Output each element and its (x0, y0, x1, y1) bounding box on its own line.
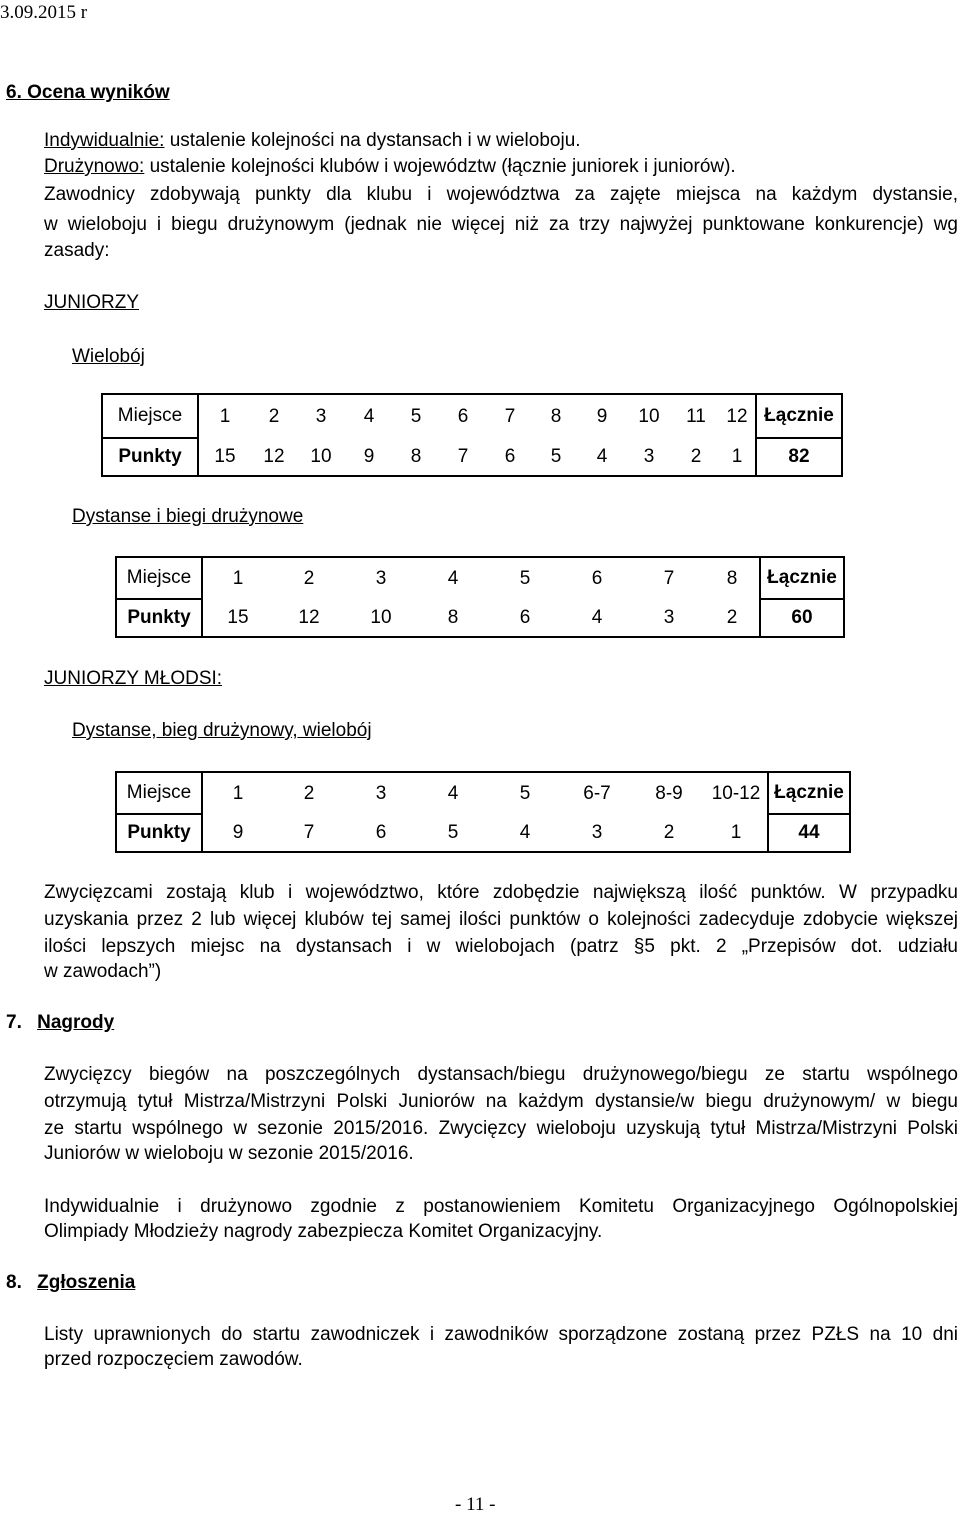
place-cell: 4 (417, 772, 489, 814)
place-cell: 4 (345, 394, 393, 438)
place-cell: 12 (719, 394, 756, 438)
team-text: ustalenie kolejności klubów i województw (łącznie juniorek i juniorów). (144, 156, 736, 177)
entries-line-2: przed rozpoczęciem zawodów. (44, 1349, 303, 1370)
total-value: 60 (760, 599, 844, 637)
place-cell: 6-7 (561, 772, 633, 814)
individual-label: Indywidualnie: (44, 130, 165, 151)
row-label-punkty: Punkty (116, 814, 202, 852)
place-cell: 11 (673, 394, 719, 438)
points-cell: 3 (633, 599, 705, 637)
table-row-places (116, 772, 850, 814)
entries-line-1: Listy uprawnionych do startu zawodniczek i zawodników sporządzone zostaną przez PZŁS na 10 dni (44, 1324, 958, 1345)
dystanse-points-table (115, 556, 845, 638)
wielobój-heading: Wielobój (72, 346, 145, 367)
points-cell: 12 (273, 599, 345, 637)
section-6-title: 6. Ocena wyników (6, 82, 170, 103)
points-cell: 3 (561, 814, 633, 852)
points-cell: 8 (393, 438, 439, 476)
page-number: - 11 - (455, 1494, 496, 1515)
rules-line-2: w wieloboju i biegu drużynowym (jednak nie więcej niż za trzy najwyżej punktowane konkurencje) wg (44, 214, 958, 235)
points-cell: 9 (202, 814, 273, 852)
section-8-heading (6, 1272, 135, 1294)
points-cell: 6 (487, 438, 533, 476)
place-cell: 6 (561, 557, 633, 599)
juniorzy-mlodsi-heading: JUNIORZY MŁODSI: (44, 668, 223, 689)
points-cell: 4 (561, 599, 633, 637)
place-cell: 2 (251, 394, 297, 438)
awards-p2-line-1: Indywidualnie i drużynowo zgodnie z postanowieniem Komitetu Organizacyjnego Ogólnopolskiej (44, 1196, 958, 1217)
total-value: 44 (768, 814, 850, 852)
table-row-points (116, 599, 844, 637)
place-cell: 3 (345, 557, 417, 599)
dystanse-heading: Dystanse i biegi drużynowe (72, 506, 304, 527)
points-cell: 2 (633, 814, 705, 852)
points-cell: 2 (705, 599, 760, 637)
place-cell: 4 (417, 557, 489, 599)
points-cell: 5 (533, 438, 579, 476)
section-8-number: 8. (6, 1272, 22, 1293)
place-cell: 5 (393, 394, 439, 438)
place-cell: 10 (625, 394, 673, 438)
points-cell: 3 (625, 438, 673, 476)
individual-text: ustalenie kolejności na dystansach i w wieloboju. (164, 130, 581, 151)
place-cell: 1 (198, 394, 251, 438)
place-cell: 3 (345, 772, 417, 814)
section-7-title: Nagrody (37, 1012, 115, 1033)
table-row-places (116, 557, 844, 599)
points-cell: 15 (198, 438, 251, 476)
row-label-miejsce: Miejsce (116, 557, 202, 599)
points-cell: 1 (705, 814, 768, 852)
individual-line (44, 130, 581, 152)
points-cell: 7 (273, 814, 345, 852)
section-7-heading (6, 1012, 114, 1034)
place-cell: 9 (579, 394, 625, 438)
section-6-heading (6, 82, 170, 104)
awards-p1-line-3: ze startu wspólnego w sezonie 2015/2016. Zwycięzcy wieloboju uzyskują tytuł Mistrza/Mistrzyni Polski (44, 1118, 958, 1139)
points-cell: 10 (297, 438, 345, 476)
team-label: Drużynowo: (44, 156, 145, 177)
place-cell: 8-9 (633, 772, 705, 814)
winners-line-4: w zawodach”) (44, 961, 162, 982)
place-cell: 7 (633, 557, 705, 599)
section-7-number: 7. (6, 1012, 22, 1033)
points-cell: 4 (489, 814, 561, 852)
rules-line-1: Zawodnicy zdobywają punkty dla klubu i województwa za zajęte miejsca na każdym dystansie, (44, 184, 958, 205)
points-cell: 4 (579, 438, 625, 476)
awards-p1-line-2: otrzymują tytuł Mistrza/Mistrzyni Polski Juniorów na każdym dystansie/w biegu drużynowym/ w biegu (44, 1091, 958, 1112)
wielobój-points-table (101, 393, 843, 477)
awards-p2-line-2: Olimpiady Młodzieży nagrody zabezpiecza Komitet Organizacyjny. (44, 1221, 603, 1242)
place-cell: 7 (487, 394, 533, 438)
points-cell: 7 (439, 438, 487, 476)
points-cell: 5 (417, 814, 489, 852)
place-cell: 1 (202, 557, 273, 599)
place-cell: 8 (533, 394, 579, 438)
juniorzy-heading: JUNIORZY (44, 292, 139, 313)
points-cell: 12 (251, 438, 297, 476)
row-label-punkty: Punkty (102, 438, 198, 476)
points-cell: 8 (417, 599, 489, 637)
place-cell: 3 (297, 394, 345, 438)
total-label: Łącznie (760, 557, 844, 599)
rules-line-3: zasady: (44, 240, 110, 261)
winners-line-3: ilości lepszych miejsc na dystansach i w wielobojach (patrz §5 pkt. 2 „Przepisów dot. udziału (44, 936, 958, 957)
points-cell: 6 (345, 814, 417, 852)
winners-line-2: uzyskania przez 2 lub więcej klubów tej samej ilości punktów o kolejności zadecyduje zdobycie większej (44, 909, 958, 930)
team-line (44, 156, 736, 178)
place-cell: 8 (705, 557, 760, 599)
table-row-points (116, 814, 850, 852)
points-cell: 1 (719, 438, 756, 476)
points-cell: 15 (202, 599, 273, 637)
total-label: Łącznie (768, 772, 850, 814)
winners-line-1: Zwycięzcami zostają klub i województwo, które zdobędzie największą ilość punktów. W przypadku (44, 882, 958, 903)
points-cell: 9 (345, 438, 393, 476)
place-cell: 2 (273, 557, 345, 599)
place-cell: 10-12 (705, 772, 768, 814)
table-row-points (102, 438, 842, 476)
total-value: 82 (756, 438, 842, 476)
place-cell: 5 (489, 557, 561, 599)
row-label-punkty: Punkty (116, 599, 202, 637)
awards-p1-line-4: Juniorów w wieloboju w sezonie 2015/2016. (44, 1143, 414, 1164)
total-label: Łącznie (756, 394, 842, 438)
points-cell: 10 (345, 599, 417, 637)
mlodsi-table-heading: Dystanse, bieg drużynowy, wielobój (72, 720, 372, 741)
place-cell: 2 (273, 772, 345, 814)
points-cell: 2 (673, 438, 719, 476)
row-label-miejsce: Miejsce (102, 394, 198, 438)
place-cell: 6 (439, 394, 487, 438)
awards-p1-line-1: Zwycięzcy biegów na poszczególnych dystansach/biegu drużynowego/biegu ze startu wspólnego (44, 1064, 958, 1085)
row-label-miejsce: Miejsce (116, 772, 202, 814)
header-date: 3.09.2015 r (0, 2, 88, 23)
place-cell: 1 (202, 772, 273, 814)
points-cell: 6 (489, 599, 561, 637)
section-8-title: Zgłoszenia (37, 1272, 136, 1293)
place-cell: 5 (489, 772, 561, 814)
table-row-places (102, 394, 842, 438)
mlodsi-points-table (115, 771, 851, 853)
